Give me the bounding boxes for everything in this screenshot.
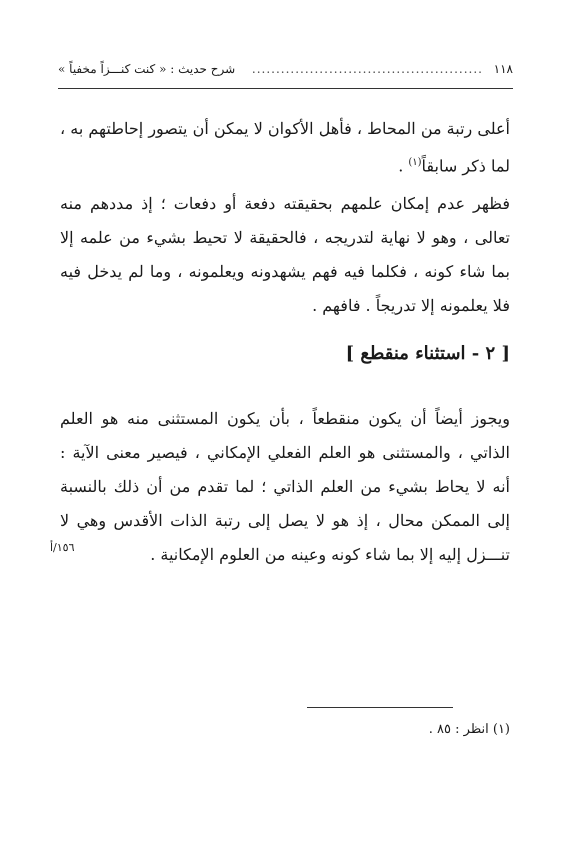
paragraph-1-text: أعلى رتبة من المحاط ، فأهل الأكوان لا يمكن أن يتصور إحاطتهم به ، لما ذكر سابقاً (60, 119, 510, 176)
header-leader-dots: ................................................ (251, 62, 483, 76)
paragraph-3: ويجوز أيضاً أن يكون منقطعاً ، بأن يكون المستثنى منه هو العلم الذاتي ، والمستثنى هو العلم الفعلي الإمكاني ، فيصير معنى الآية : أنه لا يحاط بشيء من العلم الذاتي ؛ لما تقدم من أن ذلك بالنسبة إلى الممكن محال ، إذ هو لا يصل إلى رتبة الذات الأقدس وهي لا تنـــزل إليه إلا بما شاء كونه وعينه من العلوم الإمكانية . (60, 409, 510, 564)
header-rule (58, 88, 513, 89)
paragraph-1-end: . (398, 156, 409, 176)
footnote: (١) انظر : ٨٥ . (428, 722, 510, 737)
running-title: شرح حديث : « كنت كنـــزاً مخفياً » (58, 62, 236, 76)
footnote-rule (307, 707, 453, 708)
footnote-marker: (١) (408, 157, 422, 168)
page-number: ١١٨ (493, 62, 513, 76)
paragraph-1 (60, 112, 510, 183)
page-header (58, 62, 513, 84)
section-heading: [ ٢ - استثناء منقطع ] (345, 343, 510, 364)
manuscript-folio-note: ١٥٦/أ (50, 541, 75, 554)
paragraph-2: فظهر عدم إمكان علمهم بحقيقته دفعة أو دفعات ؛ إذ مددهم منه تعالى ، وهو لا نهاية لتدريجه ، فالحقيقة لا تحيط بشيء من علمه إلا بما شاء كونه ، فكلما فيه فهم يشهدونه ويعلمونه ، وما لم يدخل فيه فلا يعلمونه إلا تدريجاً . فافهم . (60, 194, 510, 315)
